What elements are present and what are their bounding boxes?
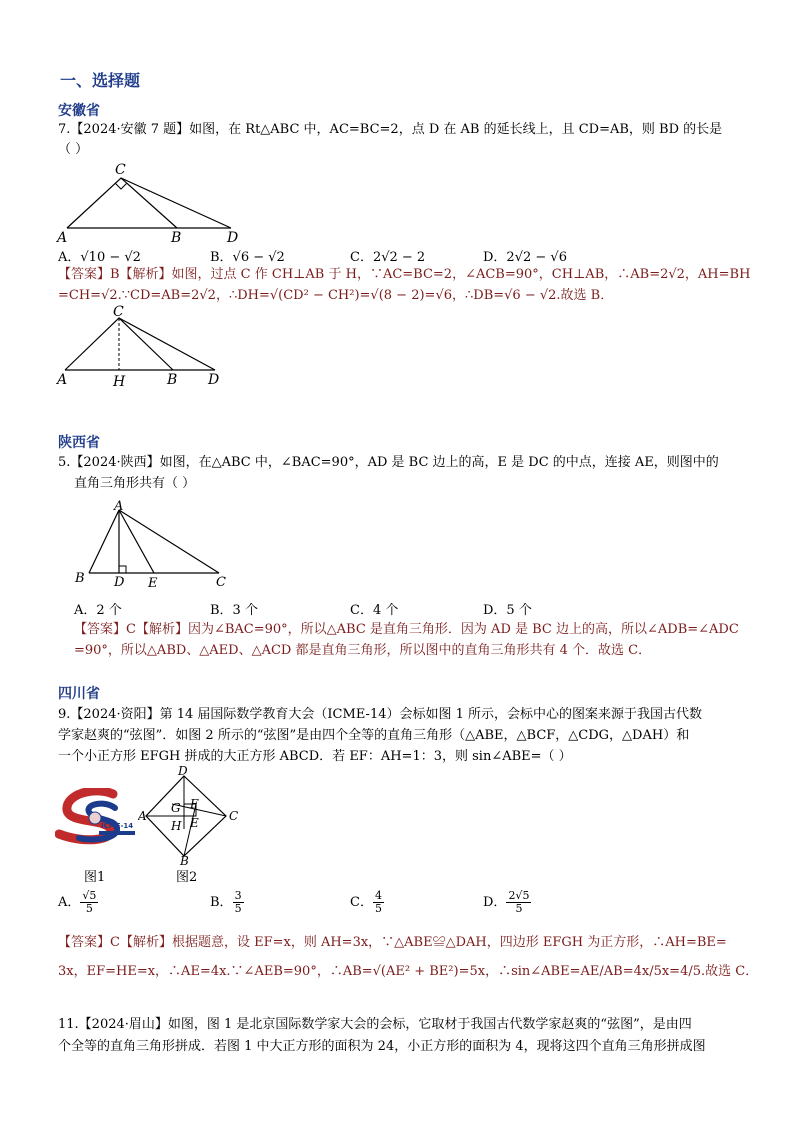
q5-stem-line2: 直角三角形共有（ ） (74, 476, 196, 491)
q5-answer-line2: =90°，所以△ABD、△AED、△ACD 都是直角三角形，所以图中的直角三角形共有 4 个．故选 C． (74, 643, 652, 658)
province-heading-shaanxi: 陕西省 (58, 435, 100, 451)
q9-answer-line2: 3x，EF=HE=x，∴AE=4x.∵∠AEB=90°，∴AB=√(AE² + BE²)=5x，∴sin∠ABE=AE/AB=4x/5x=4/5.故选 C． (58, 964, 759, 979)
q9-stem-line1: 9.【2024·资阳】第 14 届国际数学教育大会（ICME-14）会标如图 1 所示，会标中心的图案来源于我国古代数 (58, 707, 703, 722)
q9-option-a-num: √5 (82, 889, 97, 902)
q9-label-g: G (171, 801, 181, 815)
q5-line-ae (119, 510, 154, 573)
q9-option-b (210, 890, 244, 915)
q7-option-c: C．2√2 − 2 (350, 250, 426, 265)
q7-option-a: A．√10 − √2 (58, 250, 141, 265)
q11-stem-line2: 个全等的直角三角形拼成．若图 1 中大正方形的面积为 24，小正方形的面积为 4，现将这四个直角三角形拼成图 (58, 1039, 706, 1054)
q5-figure-triangle (70, 498, 240, 594)
q9-option-a (58, 890, 98, 915)
q9-option-b-den: 5 (234, 902, 242, 915)
q5-label-d: D (114, 575, 125, 590)
q9-option-b-letter: B． (210, 895, 233, 910)
q7-label-a: A (57, 230, 68, 246)
q9-label-b: B (180, 854, 189, 866)
q7s-label-h: H (113, 374, 126, 390)
q7-option-d: D．2√2 − √6 (483, 250, 567, 265)
q9-option-a-letter: A． (58, 895, 81, 910)
q9-label-c: C (229, 809, 238, 823)
q7-option-b: B．√6 − √2 (210, 250, 285, 265)
q9-option-c-den: 5 (374, 902, 382, 915)
q9-fig2-caption: 图2 (176, 870, 198, 885)
q7-line-cd (121, 178, 231, 228)
q9-fig1-caption: 图1 (84, 870, 106, 885)
q5-option-c: C．4 个 (350, 603, 399, 618)
q7-answer-line2: =CH=√2.∵CD=AB=2√2，∴DH=√(CD² − CH²)=√(8 − 2)=√6，∴DB=√6 − √2.故选 B． (58, 288, 614, 303)
q7-label-c: C (115, 162, 126, 178)
q9-option-d (483, 890, 531, 915)
logo-center-circle (89, 812, 101, 824)
q9-line-bf (184, 804, 196, 856)
q9-option-c (350, 890, 384, 915)
q9-stem-line3: 一个小正方形 EFGH 拼成的大正方形 ABCD．若 EF：AH=1：3，则 sin∠ABE=（ ） (58, 749, 572, 764)
q7-answer-line1: 【答案】B【解析】如图，过点 C 作 CH⊥AB 于 H，∵AC=BC=2，∠ACB=90°，CH⊥AB，∴AB=2√2，AH=BH (58, 267, 751, 282)
q7-figure-triangle (55, 158, 245, 246)
q5-option-d: D．5 个 (483, 603, 532, 618)
q9-stem-line2: 学家赵爽的“弦图”．如图 2 所示的“弦图”是由四个全等的直角三角形（△ABE，△BCF，△CDG，△DAH）和 (58, 728, 690, 743)
q9-option-a-den: 5 (85, 902, 93, 915)
q5-label-c: C (216, 575, 226, 590)
q9-option-c-num: 4 (374, 889, 382, 902)
q5-answer-line1: 【答案】C【解析】因为∠BAC=90°，所以△ABC 是直角三角形．因为 AD 是 BC 边上的高，所以∠ADB=∠ADC (74, 622, 739, 637)
q5-label-b: B (75, 571, 85, 586)
q5-label-a: A (114, 499, 124, 514)
q9-label-d: D (178, 764, 188, 778)
q5-option-a: A．2 个 (74, 603, 122, 618)
q9-answer-line1: 【答案】C【解析】根据题意，设 EF=x，则 AH=3x，∵△ABE≌△DAH，四边形 EFGH 为正方形，∴AH=BE= (58, 935, 727, 950)
q11-stem-line1: 11.【2024·眉山】如图，图 1 是北京国际数学家大会的会标，它取材于我国古代数学家赵爽的“弦图”，是由四 (58, 1017, 692, 1032)
q7-stem-line2: （ ） (58, 142, 89, 157)
q7s-label-b: B (167, 372, 178, 388)
q7-solution-figure (55, 304, 235, 392)
q9-option-d-num: 2√5 (508, 889, 530, 902)
q9-option-c-letter: C． (350, 895, 373, 910)
q9-option-d-letter: D． (483, 895, 507, 910)
q9-label-a: A (138, 809, 147, 823)
logo-text: ICME-14 (101, 822, 134, 830)
q5-option-b: B．3 个 (210, 603, 258, 618)
q7s-line-cd (119, 318, 215, 370)
province-heading-sichuan: 四川省 (58, 686, 100, 702)
province-heading-anhui: 安徽省 (58, 103, 100, 119)
q9-option-d-den: 5 (515, 902, 523, 915)
q5-right-angle-mark (119, 566, 126, 573)
q9-xiantu-figure (138, 764, 238, 866)
q5-stem-line1: 5.【2024·陕西】如图，在△ABC 中，∠BAC=90°，AD 是 BC 边上的高，E 是 DC 的中点，连接 AE，则图中的 (58, 455, 719, 470)
q7-triangle-abc (67, 178, 177, 228)
q7s-label-c: C (113, 304, 124, 320)
q7-stem-line1: 7.【2024·安徽 7 题】如图，在 Rt△ABC 中，AC=BC=2，点 D 在 AB 的延长线上，且 CD=AB，则 BD 的长是 (58, 122, 723, 137)
section-title: 一、选择题 (60, 71, 141, 90)
logo-bar (99, 831, 135, 835)
q9-option-b-num: 3 (234, 889, 242, 902)
q9-icme-logo (55, 788, 145, 848)
q7s-label-d: D (208, 372, 220, 388)
q5-line-ac (119, 510, 219, 573)
q7-right-angle-mark (115, 183, 127, 189)
q7-label-d: D (227, 230, 239, 246)
q9-label-h: H (171, 819, 182, 833)
q9-label-e: E (190, 816, 199, 830)
q7s-label-a: A (57, 372, 68, 388)
q5-label-e: E (148, 576, 158, 591)
q5-line-ab (89, 510, 119, 573)
q7-label-b: B (171, 230, 182, 246)
q9-label-f: F (190, 797, 199, 811)
